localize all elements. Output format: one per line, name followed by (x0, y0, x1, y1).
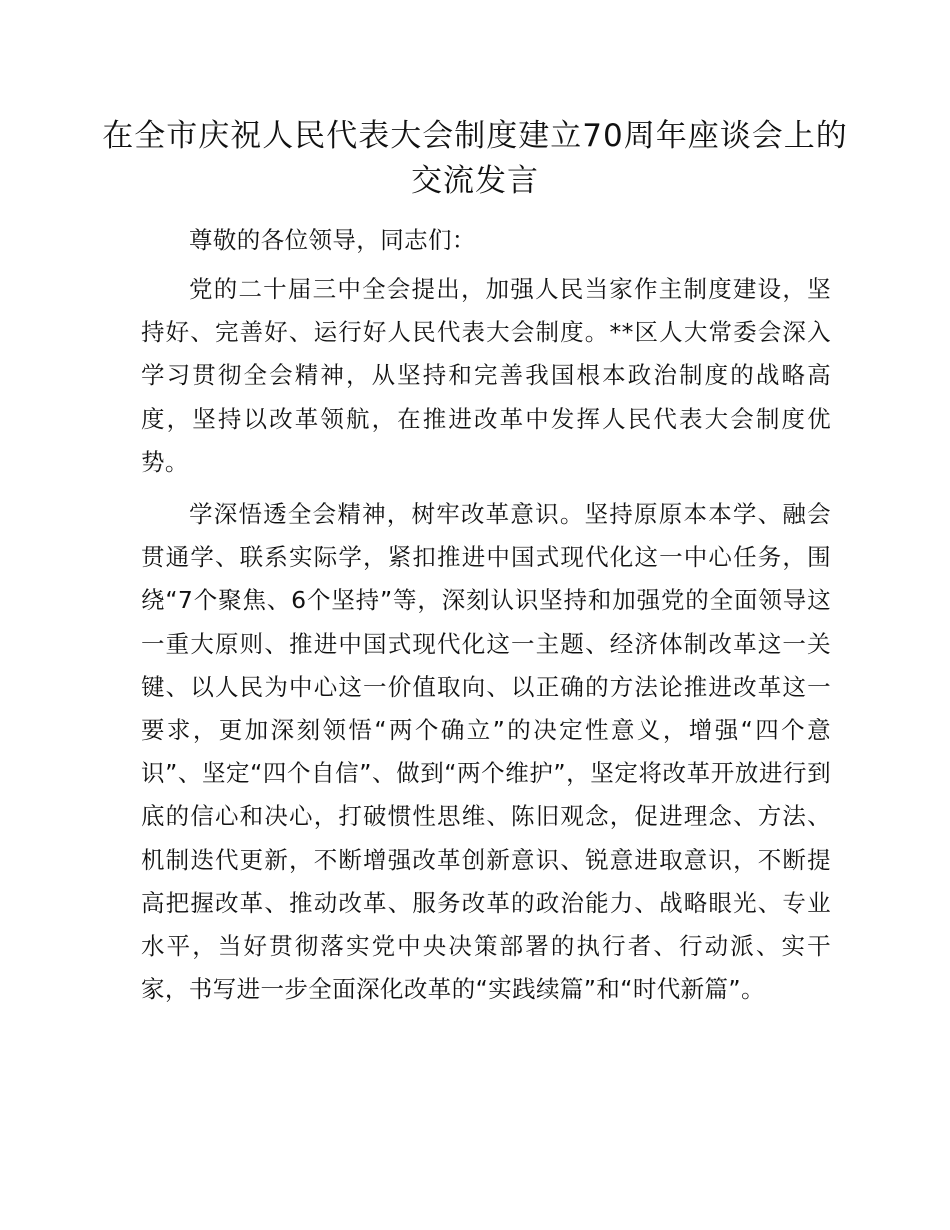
document-title: 在全市庆祝人民代表大会制度建立70周年座谈会上的交流发言 (102, 118, 848, 199)
salutation: 尊敬的各位领导，同志们： (189, 226, 476, 254)
paragraph-2: 学深悟透全会精神，树牢改革意识。坚持原原本本学、融会贯通学、联系实际学，紧扣推进中国式现代化这一中心任务，围绕“7个聚焦、6个坚持”等，深刻认识坚持和加强党的全面领导这一重大原则、推进中国式现代化这一主题、经济体制改革这一关键、以人民为中心这一价值取向、以正确的方法论推进改革这一要求，更加深刻领悟“两个确立”的决定性意义，增强“四个意识”、坚定“四个自信”、做到“两个维护”，坚定将改革开放进行到底的信心和决心，打破惯性思维、陈旧观念，促进理念、方法、机制迭代更新，不断增强改革创新意识、锐意进取意识，不断提高把握改革、推动改革、服务改革的政治能力、战略眼光、专业水平，当好贯彻落实党中央决策部署的执行者、行动派、实干家，书写进一步全面深化改革的“实践续篇”和“时代新篇”。 (141, 500, 831, 1004)
paragraph-1: 党的二十届三中全会提出，加强人民当家作主制度建设，坚持好、完善好、运行好人民代表大会制度。**区人大常委会深入学习贯彻全会精神，从坚持和完善我国根本政治制度的战略高度，坚持以改革领航，在推进改革中发挥人民代表大会制度优势。 (141, 275, 831, 476)
